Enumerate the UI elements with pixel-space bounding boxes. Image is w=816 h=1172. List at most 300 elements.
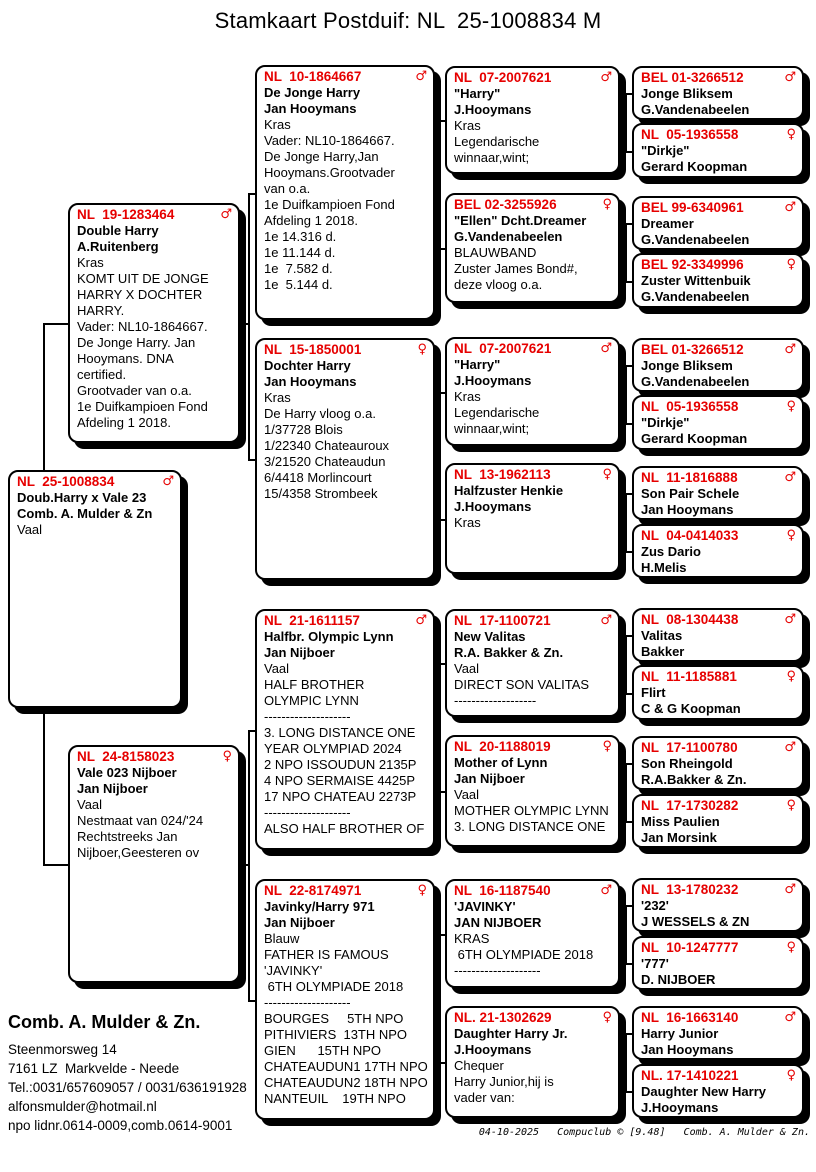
ring-number: NL 24-8158023 [77,749,175,764]
bird-owner-line: Jan Hooymans [264,101,357,116]
bird-name-line: Daughter New Harry [641,1084,766,1099]
pedigree-box-g5a [632,66,804,120]
info-line: Kras [454,118,481,133]
male-icon: ♂ [600,341,612,356]
connector-line [625,821,632,823]
pedigree-box-header [641,200,799,216]
pedigree-box-g4b [445,193,620,303]
info-line: Vader: NL10-1864667. [264,133,395,148]
connector-line [625,905,632,907]
connector-line [625,1033,632,1035]
connector-line [240,864,250,866]
female-icon: ♀ [222,749,232,764]
male-icon: ♂ [784,342,796,357]
info-line: Kras [264,390,291,405]
bird-name-line: Valitas [641,628,683,643]
pedigree-box-g4c [445,337,620,446]
info-line: Kras [77,255,104,270]
pedigree-box-g4d [445,463,620,574]
female-icon: ♀ [786,798,796,813]
pedigree-box-header [454,1010,615,1026]
pedigree-box-header [454,613,615,629]
info-line: Kras [454,389,481,404]
connector-line [625,963,632,965]
connector-line [248,459,255,461]
pedigree-box-subject [8,470,182,708]
bird-owner-line: Comb. A. Mulder & Zn [17,506,153,521]
info-line: GIEN 15TH NPO [264,1043,382,1058]
ring-number: NL 11-1816888 [641,470,738,485]
connector-line [438,934,440,1064]
info-line: FATHER IS FAMOUS [264,947,389,962]
info-line: Vaal [454,787,480,802]
bird-owner-line: Jan Hooymans [264,374,357,389]
pedigree-box-header [454,341,615,357]
connector-line [43,864,68,866]
pedigree-box-header [454,467,615,483]
male-icon: ♂ [784,740,796,755]
info-line: Hooymans.Grootvader [264,165,395,180]
ring-number: BEL 01-3266512 [641,342,744,357]
connector-line [625,551,632,553]
pedigree-box-header [641,669,799,685]
bird-name-line: Halfzuster Henkie [454,483,564,498]
connector-line [625,365,632,367]
info-line: Nestmaat van 024/'24 [77,813,204,828]
info-line: PITHIVIERS 13TH NPO [264,1027,408,1042]
bird-owner-line: R.A. Bakker & Zn. [454,645,564,660]
owner-memberid-line: npo lidnr.0614-0009,comb.0614-9001 [8,1118,233,1133]
bird-name-line: "Dirkje" [641,143,690,158]
ring-number: NL 07-2007621 [454,341,552,356]
bird-owner-line: H.Melis [641,560,687,575]
bird-name-line: Double Harry [77,223,159,238]
bird-name-line: 'JAVINKY' [454,899,516,914]
info-line: 'JAVINKY' [264,963,323,978]
connector-line [625,365,627,425]
bird-owner-line: D. NIJBOER [641,972,716,987]
female-icon: ♀ [786,528,796,543]
connector-line [435,459,440,461]
male-icon: ♂ [784,1010,796,1025]
connector-line [625,281,632,283]
info-line: OLYMPIC LYNN [264,693,359,708]
pedigree-box-header [454,70,615,86]
connector-line [438,248,445,250]
info-line: KOMT UIT DE JONGE [77,271,209,286]
ring-number: BEL 01-3266512 [641,70,744,85]
bird-owner-line: Jan Hooymans [641,502,734,517]
connector-line [625,223,632,225]
pedigree-box-g5g [632,466,804,520]
pedigree-box-header [641,612,799,628]
pedigree-box-g5c [632,196,804,250]
ring-number: NL 05-1936558 [641,399,739,414]
pedigree-box-g4h [445,1006,620,1118]
bird-owner-line: G.Vandenabeelen [641,289,750,304]
bird-owner-line: Jan Nijboer [454,771,525,786]
bird-owner-line: Jan Morsink [641,830,717,845]
bird-name-line: Daughter Harry Jr. [454,1026,568,1041]
bird-name-line: Son Rheingold [641,756,733,771]
female-icon: ♀ [786,399,796,414]
info-line: Hooymans. DNA [77,351,174,366]
info-line: NANTEUIL 19TH NPO [264,1091,406,1106]
ring-number: NL 11-1185881 [641,669,737,684]
connector-line [620,120,627,122]
bird-name-line: Javinky/Harry 971 [264,899,375,914]
bird-name-line: Dochter Harry [264,358,351,373]
female-icon: ♀ [602,197,612,212]
info-line: deze vloog o.a. [454,277,543,292]
ring-number: NL 13-1962113 [454,467,551,482]
ring-number: NL 10-1247777 [641,940,739,955]
connector-line [438,934,445,936]
connector-line [620,791,627,793]
connector-line [438,392,445,394]
info-line: winnaar,wint; [454,421,530,436]
bird-owner-line: J WESSELS & ZN [641,914,750,929]
female-icon: ♀ [602,1010,612,1025]
connector-line [438,120,440,250]
ring-number: NL 22-8174971 [264,883,362,898]
pedigree-box-header [641,940,799,956]
info-line: MOTHER OLYMPIC LYNN [454,803,609,818]
connector-line [625,151,632,153]
info-line: Grootvader van o.a. [77,383,192,398]
male-icon: ♂ [600,70,612,85]
connector-line [248,193,250,461]
info-line: 1e Duifkampioen Fond [264,197,395,212]
ring-number: NL 19-1283464 [77,207,175,222]
info-line: 1/22340 Chateauroux [264,438,390,453]
bird-owner-line: Gerard Koopman [641,431,748,446]
connector-line [620,519,627,521]
pedigree-box-header [17,474,177,490]
info-line: winnaar,wint; [454,150,530,165]
bird-name-line: Mother of Lynn [454,755,548,770]
info-line: BOURGES 5TH NPO [264,1011,404,1026]
pedigree-box-g5i [632,608,804,662]
info-line: Chequer [454,1058,504,1073]
pedigree-box-header [641,257,799,273]
male-icon: ♂ [220,207,232,222]
footer-line: 04-10-2025 Compuclub © [9.48] Comb. A. Mulder & Zn. [478,1127,810,1138]
info-line: 15/4358 Strombeek [264,486,378,501]
pedigree-box-g5p [632,1064,804,1118]
pedigree-box-g5n [632,936,804,990]
info-line: Afdeling 1 2018. [77,415,171,430]
info-line: Nijboer,Geesteren ov [77,845,200,860]
bird-name-line: Zus Dario [641,544,701,559]
pedigree-box-header [264,613,430,629]
info-line: 1/37728 Blois [264,422,343,437]
pedigree-box-header [641,1010,799,1026]
bird-name-line: '232' [641,898,669,913]
info-line: certified. [77,367,127,382]
info-line: Vaal [264,661,290,676]
ring-number: NL 08-1304438 [641,612,739,627]
info-line: Harry Junior,hij is [454,1074,554,1089]
connector-line [625,493,627,553]
info-line: HALF BROTHER [264,677,365,692]
info-line: Legendarische [454,405,540,420]
bird-name-line: "Dirkje" [641,415,690,430]
ring-number: NL 17-1100780 [641,740,738,755]
info-line: CHATEAUDUN2 18TH NPO [264,1075,428,1090]
connector-line [625,635,627,695]
info-line: Rechtstreeks Jan [77,829,178,844]
pedigree-box-header [77,207,235,223]
pedigree-box-g5m [632,878,804,932]
ring-number: NL 16-1187540 [454,883,551,898]
info-line: Kras [264,117,291,132]
bird-owner-line: A.Ruitenberg [77,239,159,254]
pedigree-box-header [454,197,615,213]
connector-line [620,934,627,936]
bird-name-line: '777' [641,956,669,971]
bird-name-line: Son Pair Schele [641,486,740,501]
female-icon: ♀ [602,739,612,754]
info-line: 3. LONG DISTANCE ONE [264,725,416,740]
male-icon: ♂ [600,613,612,628]
info-line: Vader: NL10-1864667. [77,319,208,334]
bird-owner-line: C & G Koopman [641,701,741,716]
male-icon: ♂ [162,474,174,489]
bird-name-line: New Valitas [454,629,526,644]
bird-name-line: Flirt [641,685,666,700]
info-line: 6TH OLYMPIADE 2018 [264,979,404,994]
info-line: 6TH OLYMPIADE 2018 [454,947,594,962]
ring-number: NL. 17-1410221 [641,1068,739,1083]
connector-line [438,392,440,521]
male-icon: ♂ [415,613,427,628]
bird-owner-line: J.Hooymans [454,373,532,388]
bird-owner-line: G.Vandenabeelen [641,232,750,247]
info-line: 1e Duifkampioen Fond [77,399,208,414]
owner-name: Comb. A. Mulder & Zn. [8,1012,201,1032]
info-line: De Jonge Harry. Jan [77,335,196,350]
info-line: De Jonge Harry,Jan [264,149,379,164]
connector-line [438,663,440,793]
info-line: Vaal [454,661,480,676]
pedigree-box-g4a [445,66,620,174]
male-icon: ♂ [784,612,796,627]
info-line: 1e 5.144 d. [264,277,333,292]
pedigree-box-g5e [632,338,804,392]
connector-line [438,120,445,122]
connector-line [435,730,440,732]
ring-number: BEL 99-6340961 [641,200,744,215]
female-icon: ♀ [786,257,796,272]
connector-line [625,223,627,283]
bird-name-line: Doub.Harry x Vale 23 [17,490,147,505]
bird-owner-line: J.Hooymans [454,102,532,117]
owner-email-line: alfonsmulder@hotmail.nl [8,1099,157,1114]
info-line: -------------------- [264,995,351,1010]
ring-number: NL 20-1188019 [454,739,551,754]
pedigree-box-header [641,127,799,143]
connector-line [620,663,627,665]
bird-name-line: "Ellen" Dcht.Dreamer [454,213,587,228]
connector-line [43,323,68,325]
pedigree-box-header [641,399,799,415]
ring-number: NL 21-1611157 [264,613,360,628]
pedigree-box-header [641,470,799,486]
connector-line [625,763,632,765]
bird-owner-line: J.Hooymans [454,1042,532,1057]
connector-line [240,323,250,325]
bird-owner-line: Jan Nijboer [264,645,335,660]
info-line: 2 NPO ISSOUDUN 2135P [264,757,417,772]
connector-line [625,93,627,153]
bird-owner-line: Jan Hooymans [641,1042,734,1057]
page-title: Stamkaart Postduif: NL 25-1008834 M [214,8,602,33]
connector-line [625,635,632,637]
bird-owner-line: G.Vandenabeelen [641,374,750,389]
female-icon: ♀ [602,467,612,482]
pedigree-box-g3a [255,65,435,320]
bird-owner-line: JAN NIJBOER [454,915,542,930]
bird-owner-line: R.A.Bakker & Zn. [641,772,747,787]
pedigree-box-g3c [255,609,435,850]
ring-number: NL 16-1663140 [641,1010,739,1025]
connector-line [625,423,632,425]
info-line: 17 NPO CHATEAU 2273P [264,789,417,804]
pedigree-box-g5f [632,395,804,450]
info-line: 6/4418 Morlincourt [264,470,372,485]
info-line: -------------------- [264,709,351,724]
bird-owner-line: J.Hooymans [641,1100,719,1115]
pedigree-box-g3d [255,879,435,1120]
bird-name-line: Harry Junior [641,1026,719,1041]
bird-name-line: De Jonge Harry [264,85,361,100]
ring-number: NL 17-1100721 [454,613,551,628]
pedigree-box-g5b [632,123,804,178]
female-icon: ♀ [417,342,427,357]
bird-owner-line: Jan Nijboer [264,915,335,930]
bird-name-line: Zuster Wittenbuik [641,273,751,288]
bird-name-line: Jonge Bliksem [641,86,733,101]
ring-number: NL 07-2007621 [454,70,552,85]
female-icon: ♀ [786,1068,796,1083]
pedigree-box-header [454,883,615,899]
connector-line [620,392,627,394]
connector-line [625,93,632,95]
connector-line [248,730,250,1002]
info-line: Vaal [17,522,43,537]
ring-number: NL 05-1936558 [641,127,739,142]
owner-city-line: 7161 LZ Markvelde - Neede [8,1061,180,1076]
pedigree-box-header [264,342,430,358]
pedigree-box-g4e [445,609,620,717]
male-icon: ♂ [600,883,612,898]
info-line: 1e 14.316 d. [264,229,337,244]
pedigree-box-header [641,1068,799,1084]
bird-owner-line: Gerard Koopman [641,159,748,174]
pedigree-box-header [641,882,799,898]
pedigree-box-header [264,69,430,85]
pedigree-box-mother [68,745,240,983]
bird-owner-line: J.Hooymans [454,499,532,514]
info-line: Blauw [264,931,300,946]
bird-owner-line: G.Vandenabeelen [454,229,563,244]
connector-line [625,763,627,823]
info-line: DIRECT SON VALITAS [454,677,590,692]
female-icon: ♀ [786,127,796,142]
connector-line [248,730,255,732]
connector-line [438,1062,445,1064]
connector-line [620,248,627,250]
bird-owner-line: Jan Nijboer [77,781,148,796]
pedigree-box-g4g [445,879,620,988]
pedigree-box-g3b [255,338,435,580]
ring-number: NL 13-1780232 [641,882,739,897]
info-line: 3. LONG DISTANCE ONE [454,819,606,834]
info-line: 3/21520 Chateaudun [264,454,386,469]
info-line: De Harry vloog o.a. [264,406,376,421]
ring-number: BEL 02-3255926 [454,197,557,212]
owner-address-line: Steenmorsweg 14 [8,1042,117,1057]
pedigree-box-g5j [632,665,804,720]
pedigree-box-header [641,528,799,544]
pedigree-box-header [641,798,799,814]
info-line: 1e 11.144 d. [264,245,336,260]
info-line: vader van: [454,1090,515,1105]
pedigree-box-g5o [632,1006,804,1060]
info-line: Afdeling 1 2018. [264,213,358,228]
pedigree-box-father [68,203,240,443]
ring-number: NL. 21-1302629 [454,1010,552,1025]
bird-name-line: Vale 023 Nijboer [77,765,177,780]
connector-line [438,791,445,793]
pedigree-box-g5h [632,524,804,578]
ring-number: NL 04-0414033 [641,528,739,543]
ring-number: NL 25-1008834 [17,474,115,489]
bird-name-line: Miss Paulien [641,814,720,829]
pedigree-box-g4f [445,735,620,847]
pedigree-box-g5k [632,736,804,790]
info-line: Legendarische [454,134,540,149]
connector-line [625,1091,632,1093]
female-icon: ♀ [417,883,427,898]
female-icon: ♀ [786,669,796,684]
male-icon: ♂ [784,470,796,485]
male-icon: ♂ [784,200,796,215]
pedigree-box-g5l [632,794,804,848]
info-line: Zuster James Bond#, [454,261,578,276]
ring-number: NL 15-1850001 [264,342,362,357]
connector-line [248,1000,255,1002]
info-line: HARRY X DOCHTER [77,287,203,302]
female-icon: ♀ [786,940,796,955]
ring-number: NL 10-1864667 [264,69,362,84]
info-line: -------------------- [264,805,351,820]
connector-line [625,493,632,495]
pedigree-box-header [264,883,430,899]
connector-line [625,693,632,695]
info-line: ------------------- [454,693,537,708]
pedigree-box-header [641,740,799,756]
bird-name-line: Halfbr. Olympic Lynn [264,629,394,644]
info-line: Kras [454,515,481,530]
connector-line [435,193,440,195]
owner-phone-line: Tel.:0031/657609057 / 0031/636191928 [8,1080,247,1095]
pedigree-box-header [454,739,615,755]
connector-line [248,193,255,195]
male-icon: ♂ [784,70,796,85]
pedigree-box-header [641,70,799,86]
